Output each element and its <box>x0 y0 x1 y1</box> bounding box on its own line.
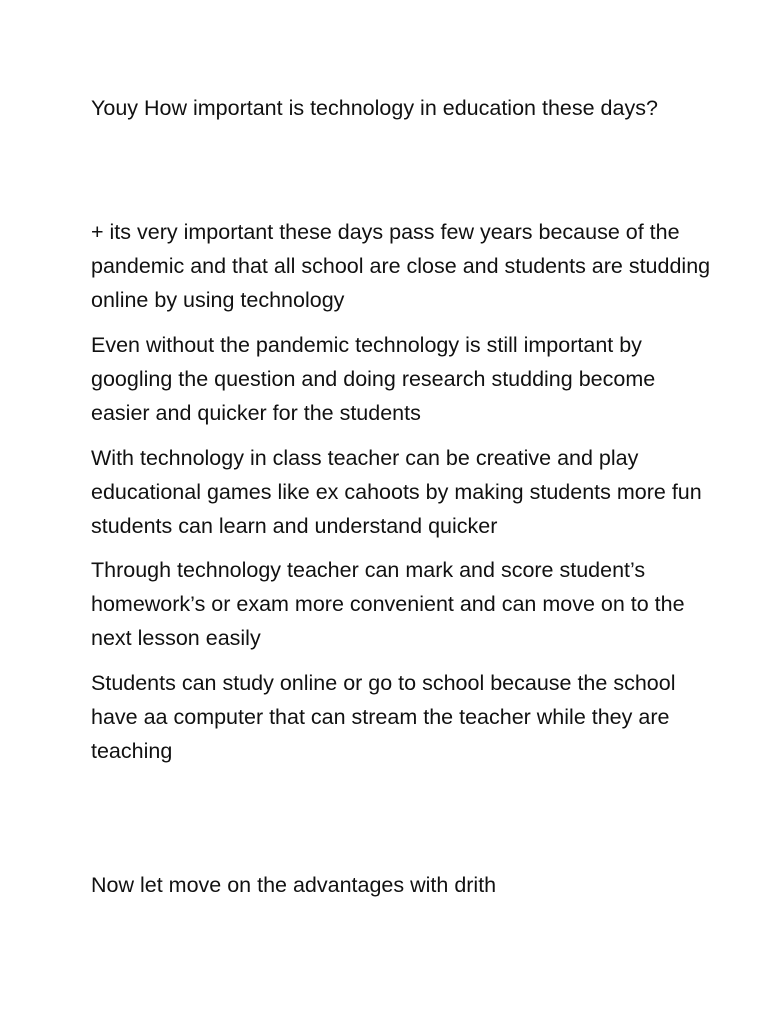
answer-paragraph-pandemic: + its very important these days pass few years because of the pandemic and that all school are close and students are studding online by using technology <box>91 220 711 312</box>
closing-paragraph: Now let move on the advantages with drith <box>91 873 497 897</box>
question-paragraph: Youy How important is technology in education these days? <box>91 96 658 120</box>
answer-paragraph-streaming: Students can study online or go to school because the school have aa computer that can stream the teacher while they are teaching <box>91 671 676 763</box>
answer-paragraph-marking: Through technology teacher can mark and score student’s homework’s or exam more convenient and can move on to the next lesson easily <box>91 558 685 650</box>
answer-paragraph-games: With technology in class teacher can be creative and play educational games like ex cahoots by making students more fun students can learn and understand quicker <box>91 446 702 538</box>
answer-paragraph-research: Even without the pandemic technology is still important by googling the question and doing research studding become easier and quicker for the students <box>91 333 656 425</box>
